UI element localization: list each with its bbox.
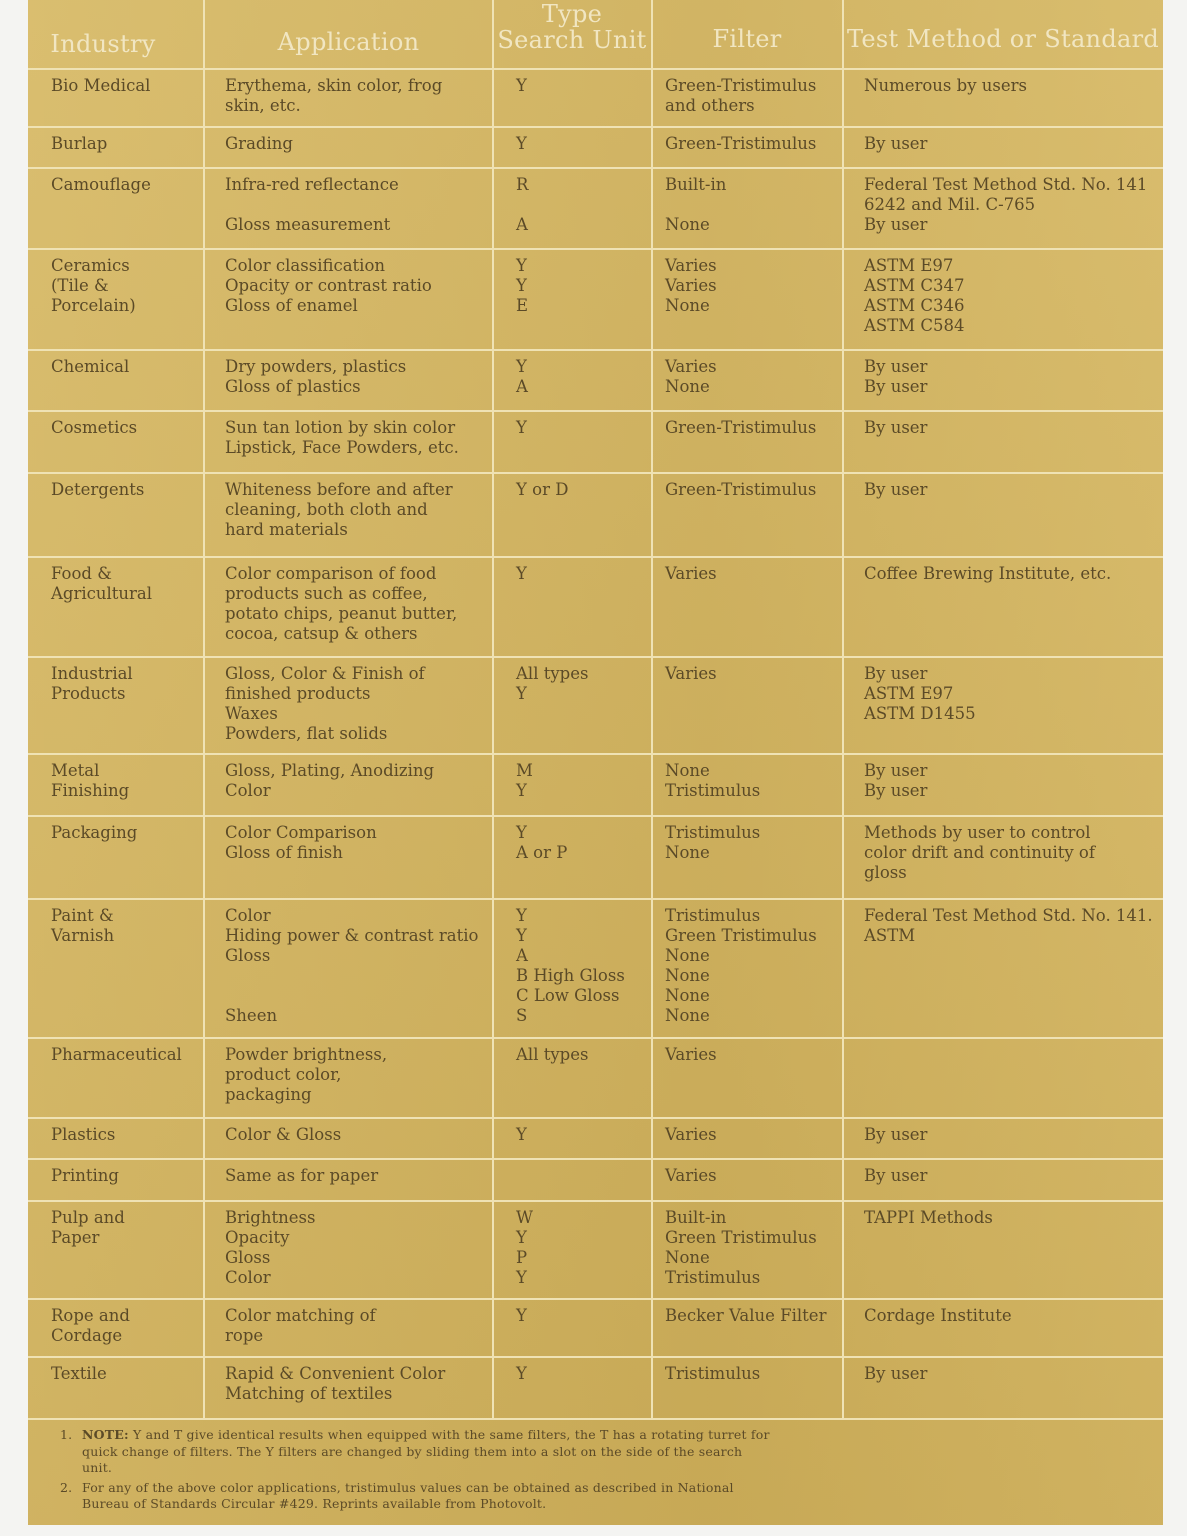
cell-line: Y [516,418,527,437]
cell-line: Federal Test Method Std. No. 141. [864,906,1153,925]
cell-line: None [665,986,710,1005]
row-divider [28,1298,1163,1300]
row-divider [28,126,1163,128]
cell-test-method [864,761,927,801]
cell-industry [51,823,137,843]
row-divider [28,1037,1163,1039]
cell-line: products such as coffee, [225,584,428,603]
cell-line: Green-Tristimulus [665,480,817,499]
cell-line: Y [516,1228,527,1247]
cell-industry [51,357,129,377]
cell-application [225,1045,387,1105]
header-application: Application [277,28,420,56]
cell-application [225,906,478,1026]
cell-line: Color [225,906,271,925]
cell-line: Color [225,1268,271,1287]
cell-line: (Tile & [51,276,109,295]
header-type-line2: Search Unit [497,26,647,54]
cell-type-search-unit [516,906,625,1026]
cell-industry [51,564,152,604]
cell-line: Cosmetics [51,418,138,437]
cell-line: Gloss of enamel [225,296,358,315]
cell-line: Color [225,781,271,800]
cell-line: Paper [51,1228,100,1247]
cell-line: E [516,296,529,315]
cell-line: Color classification [225,256,386,275]
cell-test-method [864,906,1153,946]
cell-test-method [864,418,927,438]
cell-type-search-unit [516,357,528,397]
cell-line [665,195,726,215]
cell-line: Waxes [225,704,278,723]
cell-line: gloss [864,863,907,882]
cell-test-method [864,1306,1012,1326]
cell-line: ASTM E97 [864,256,954,275]
footnote-number: 2. [60,1479,73,1495]
cell-filter [665,357,717,397]
cell-test-method [864,175,1147,235]
cell-line: Paint & [51,906,114,925]
cell-line: ASTM [864,926,916,945]
cell-line: Textile [51,1364,107,1383]
cell-line: Brightness [225,1208,316,1227]
cell-type-search-unit [516,1364,527,1384]
cell-line: Tristimulus [665,823,761,842]
cell-line: product color, [225,1065,342,1084]
cell-industry [51,906,114,946]
cell-line: Metal [51,761,100,780]
cell-line [516,195,528,215]
header-type-line1: Type [541,0,603,28]
cell-type-search-unit [516,1306,527,1326]
cell-type-search-unit [516,761,533,801]
cell-line: Packaging [51,823,138,842]
cell-line: packaging [225,1085,312,1104]
cell-industry [51,175,151,195]
cell-line: R [516,175,529,194]
cell-test-method [864,1364,927,1384]
cell-filter [665,134,816,154]
cell-line: By user [864,664,928,683]
cell-type-search-unit [516,418,527,438]
cell-line: Y [516,1364,527,1383]
column-divider [842,0,844,1420]
cell-line: Federal Test Method Std. No. 141 [864,175,1148,194]
cell-line: None [665,843,710,862]
cell-line: Dry powders, plastics [225,357,407,376]
cell-line: ASTM D1455 [864,704,976,723]
cell-line: Industrial [51,664,133,683]
cell-line: Powder brightness, [225,1045,388,1064]
row-divider [28,1418,1163,1420]
cell-line: Y [516,1306,527,1325]
cell-industry [51,1208,125,1248]
cell-line: Gloss [225,1248,271,1267]
cell-line: Hiding power & contrast ratio [225,926,479,945]
cell-line: color drift and continuity of [864,843,1095,862]
cell-line [225,195,399,215]
cell-test-method [864,664,976,724]
cell-line: Varies [665,664,717,683]
column-divider [492,0,494,1420]
cell-filter [665,480,816,500]
header-filter: Filter [712,25,782,53]
cell-line: By user [864,418,928,437]
footnotes [56,1427,776,1516]
row-divider [28,167,1163,169]
cell-filter [665,256,717,316]
cell-line: Cordage [51,1326,123,1345]
cell-line: By user [864,761,928,780]
cell-filter [665,823,760,863]
cell-line: Gloss measurement [225,215,391,234]
cell-industry [51,1306,130,1346]
cell-test-method [864,357,927,397]
cell-application [225,823,377,863]
cell-test-method [864,256,964,336]
cell-line: S [516,1006,528,1025]
row-divider [28,248,1163,250]
row-divider [28,656,1163,658]
cell-line: Opacity or contrast ratio [225,276,432,295]
cell-line: Agricultural [51,584,153,603]
cell-type-search-unit [516,1045,588,1065]
cell-line: Cordage Institute [864,1306,1012,1325]
cell-line: Printing [51,1166,119,1185]
cell-line: A [516,215,528,234]
cell-line: Same as for paper [225,1166,379,1185]
cell-test-method [864,76,1027,96]
cell-line: 6242 and Mil. C-765 [864,195,1036,214]
footnote-number: 1. [60,1427,73,1442]
cell-line: M [516,761,533,780]
cell-line: Y [516,1268,527,1287]
cell-filter [665,1364,760,1384]
cell-line: Burlap [51,134,108,153]
cell-type-search-unit [516,1125,527,1145]
cell-line: Bio Medical [51,76,151,95]
cell-line: A [516,377,528,396]
cell-line: Gloss [225,946,271,965]
cell-filter [665,1306,826,1326]
cell-line: Y [516,684,527,703]
cell-line: Finishing [51,781,130,800]
cell-type-search-unit [516,175,528,235]
cell-line: Varies [665,357,717,376]
row-divider [28,349,1163,351]
cell-application [225,761,434,801]
cell-type-search-unit [516,480,568,500]
cell-line: Color comparison of food [225,564,437,583]
footnote-text: Y and T give identical results when equipped with the same filters, the T has a rotating turret for quick change of filters. The Y filters are changed by sliding them into a slot on the side of the search unit. [82,1427,770,1475]
cell-line: Y [516,781,527,800]
cell-line: Matching of textiles [225,1384,393,1403]
cell-line: Porcelain) [51,296,136,315]
cell-application [225,1306,376,1346]
cell-application [225,256,432,316]
cell-line: None [665,1006,710,1025]
cell-line: A [516,946,528,965]
cell-application [225,564,457,644]
cell-line: Y [516,823,527,842]
cell-line: and others [665,96,755,115]
cell-industry [51,76,150,96]
cell-line: None [665,966,710,985]
cell-line: Y [516,926,527,945]
cell-test-method [864,564,1111,584]
row-divider [28,1117,1163,1119]
cell-line: Varies [665,256,717,275]
cell-line: A or P [516,843,568,862]
cell-line: Y [516,256,527,275]
cell-filter [665,1045,717,1065]
cell-line: Green-Tristimulus [665,418,817,437]
cell-test-method [864,1208,993,1228]
cell-line: Tristimulus [665,781,761,800]
cell-line: Varies [665,1125,717,1144]
cell-type-search-unit [516,76,527,96]
cell-line: finished products [225,684,371,703]
cell-filter [665,175,726,235]
footnote-text: For any of the above color applications, tristimulus values can be obtained as described in National Bureau of Standards Circular #429. Reprints available from Photovolt. [82,1479,734,1511]
cell-line: Varies [665,1045,717,1064]
cell-test-method [864,823,1095,883]
cell-line: By user [864,480,928,499]
cell-line [225,986,478,1006]
cell-line: Color & Gloss [225,1125,342,1144]
cell-line: Powders, flat solids [225,724,388,743]
cell-test-method [864,1166,927,1186]
cell-line: P [516,1248,528,1267]
cell-application [225,1166,378,1186]
cell-line: By user [864,781,928,800]
cell-line: Color matching of [225,1306,376,1325]
cell-filter [665,76,816,116]
cell-line [225,966,478,986]
row-divider [28,753,1163,755]
cell-line: Opacity [225,1228,290,1247]
cell-line: None [665,946,710,965]
cell-industry [51,480,144,500]
cell-type-search-unit [516,823,567,863]
cell-filter [665,761,760,801]
cell-line: Pharmaceutical [51,1045,182,1064]
cell-filter [665,564,717,584]
cell-line: All types [516,664,589,683]
cell-line: Coffee Brewing Institute, etc. [864,564,1112,583]
cell-line: Ceramics [51,256,130,275]
cell-line: Y [516,1125,527,1144]
cell-line: Tristimulus [665,1268,761,1287]
cell-line: Products [51,684,126,703]
cell-line: By user [864,1125,928,1144]
row-divider [28,898,1163,900]
cell-line: Tristimulus [665,1364,761,1383]
cell-line: Grading [225,134,293,153]
cell-line: Food & [51,564,112,583]
cell-line: Green Tristimulus [665,926,817,945]
cell-application [225,418,459,458]
cell-line: potato chips, peanut butter, [225,604,458,623]
cell-line: Y [516,134,527,153]
footnote-label: NOTE: [82,1427,129,1442]
cell-line: ASTM C346 [864,296,965,315]
cell-line: C Low Gloss [516,986,620,1005]
cell-application [225,134,293,154]
cell-industry [51,134,107,154]
cell-application [225,76,442,116]
cell-test-method [864,1125,927,1145]
cell-filter [665,418,816,438]
cell-industry [51,418,137,438]
cell-line: Y [516,357,527,376]
cell-line: Lipstick, Face Powders, etc. [225,438,459,457]
cell-line: TAPPI Methods [864,1208,993,1227]
row-divider [28,556,1163,558]
row-divider [28,1356,1163,1358]
cell-application [225,1208,315,1288]
cell-line: None [665,296,710,315]
cell-line: None [665,215,710,234]
cell-application [225,664,425,744]
cell-line: By user [864,1166,928,1185]
cell-line: W [516,1208,533,1227]
cell-line: Green Tristimulus [665,1228,817,1247]
cell-industry [51,1166,119,1186]
cell-line: By user [864,1364,928,1383]
cell-line: Erythema, skin color, frog [225,76,443,95]
cell-line: Gloss, Color & Finish of [225,664,425,683]
cell-line: By user [864,357,928,376]
cell-line: ASTM C347 [864,276,965,295]
cell-line: Green-Tristimulus [665,134,817,153]
cell-application [225,480,453,540]
footnote-2 [56,1480,776,1513]
cell-type-search-unit [516,564,527,584]
cell-line: cocoa, catsup & others [225,624,418,643]
cell-line: Gloss of plastics [225,377,361,396]
cell-line: By user [864,377,928,396]
cell-line: Camouflage [51,175,151,194]
cell-line: Pulp and [51,1208,125,1227]
cell-industry [51,664,133,704]
application-table [28,0,1163,1525]
cell-line: Built-in [665,175,727,194]
cell-line: Varnish [51,926,115,945]
cell-industry [51,256,136,316]
cell-line: Detergents [51,480,145,499]
cell-line: Y [516,76,527,95]
header-industry: Industry [50,30,156,58]
cell-filter [665,1208,817,1288]
cell-line: None [665,377,710,396]
cell-line: rope [225,1326,264,1345]
cell-application [225,1364,445,1404]
cell-line: B High Gloss [516,966,625,985]
cell-type-search-unit [516,134,527,154]
cell-industry [51,1364,107,1384]
cell-line: Sheen [225,1006,278,1025]
cell-filter [665,664,717,684]
row-divider [28,410,1163,412]
cell-filter [665,906,817,1026]
cell-line: ASTM E97 [864,684,954,703]
row-divider [28,472,1163,474]
cell-filter [665,1166,717,1186]
cell-line: hard materials [225,520,348,539]
cell-line: Y or D [516,480,569,499]
cell-line: Color Comparison [225,823,377,842]
cell-line: skin, etc. [225,96,301,115]
cell-line: Varies [665,1166,717,1185]
cell-line: Gloss of finish [225,843,343,862]
cell-line: Y [516,564,527,583]
cell-line: Infra-red reflectance [225,175,399,194]
cell-application [225,175,399,235]
cell-industry [51,1045,182,1065]
cell-line: By user [864,134,928,153]
cell-line: Rope and [51,1306,130,1325]
cell-type-search-unit [516,256,528,316]
cell-line: Numerous by users [864,76,1027,95]
cell-line: Varies [665,564,717,583]
header-test-method: Test Method or Standard [846,25,1160,53]
cell-industry [51,761,129,801]
cell-line: Sun tan lotion by skin color [225,418,456,437]
cell-line: Plastics [51,1125,116,1144]
row-divider [28,1158,1163,1160]
row-divider [28,1200,1163,1202]
cell-line: Becker Value Filter [665,1306,827,1325]
cell-line: Rapid & Convenient Color [225,1364,446,1383]
cell-filter [665,1125,717,1145]
cell-line: By user [864,215,928,234]
column-divider [203,0,205,1420]
cell-line: Green-Tristimulus [665,76,817,95]
cell-line: ASTM C584 [864,316,965,335]
cell-industry [51,1125,115,1145]
row-divider [28,815,1163,817]
cell-test-method [864,134,927,154]
cell-line: Y [516,906,527,925]
cell-line: Tristimulus [665,906,761,925]
footnote-1 [56,1427,776,1477]
cell-line: Y [516,276,527,295]
cell-type-search-unit [516,664,588,704]
cell-line: Varies [665,276,717,295]
cell-line: Methods by user to control [864,823,1091,842]
cell-application [225,1125,341,1145]
cell-test-method [864,480,927,500]
cell-line: cleaning, both cloth and [225,500,428,519]
cell-line: Whiteness before and after [225,480,453,499]
cell-application [225,357,406,397]
cell-line: Chemical [51,357,130,376]
cell-line: All types [516,1045,589,1064]
row-divider [28,68,1163,70]
cell-line: None [665,761,710,780]
cell-line: Gloss, Plating, Anodizing [225,761,435,780]
column-divider [651,0,653,1420]
cell-line: Built-in [665,1208,727,1227]
cell-type-search-unit [516,1208,533,1288]
cell-line: None [665,1248,710,1267]
